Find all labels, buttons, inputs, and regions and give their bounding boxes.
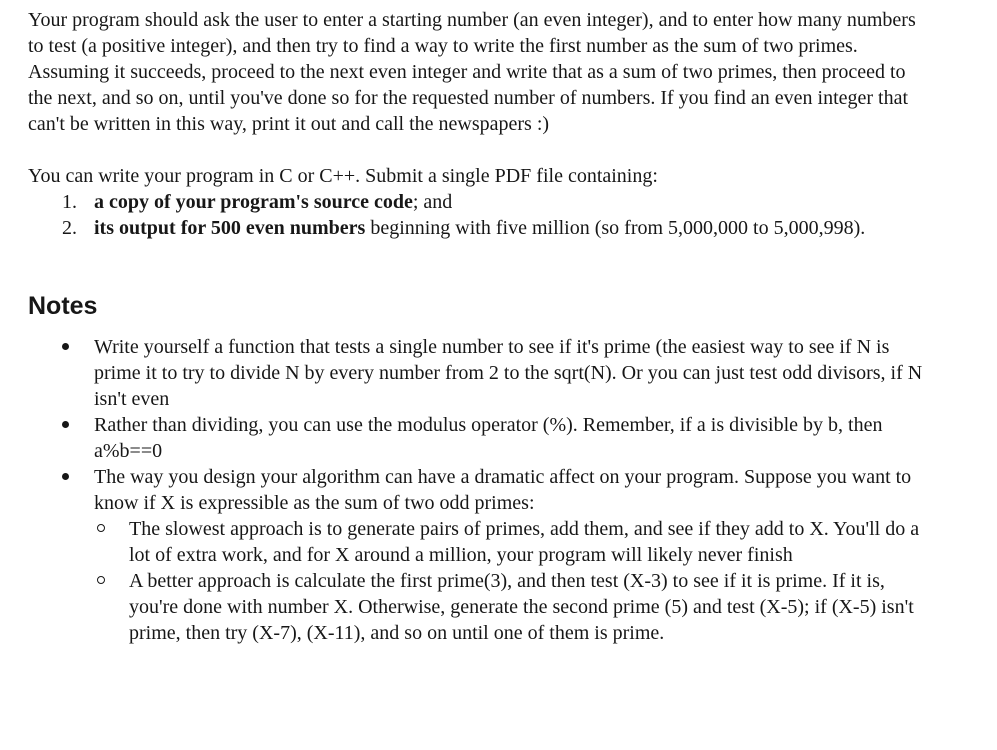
submission-item-1-text — [94, 189, 931, 215]
note-bullet-3 — [28, 464, 997, 516]
notes-heading: Notes — [28, 292, 98, 320]
submission-item-2-text — [94, 215, 931, 241]
note-bullet-1 — [28, 334, 997, 412]
submission-list — [28, 189, 997, 241]
sub-bullet-1 — [28, 516, 997, 568]
notes-list — [28, 334, 997, 516]
note-bullet-2-text: Rather than dividing, you can use the modulus operator (%). Remember, if a is divisible by b, then a%b==0 — [94, 414, 883, 462]
bullet-disc-icon — [62, 473, 69, 480]
ordered-list-number: 2. — [62, 217, 77, 239]
bullet-disc-icon — [62, 421, 69, 428]
intro-paragraph: Your program should ask the user to enter a starting number (an even integer), and to enter how many numbers to test (a positive integer), and then try to find a way to write the first number as the sum of two primes. Assuming it succeeds, proceed to the next even integer and write that as a sum of two primes, then proceed to the next, and so on, until you've done so for the requested number of numbers. If you find an even integer that can't be written in this way, print it out and call the newspapers :) — [28, 9, 916, 135]
submission-item-2-rest: beginning with five million (so from 5,000,000 to 5,000,998). — [365, 217, 866, 239]
submission-item-1-rest: ; and — [412, 191, 453, 213]
ordered-list-number: 1. — [62, 191, 77, 213]
bullet-circle-icon — [97, 576, 105, 584]
sub-bullet-1-text: The slowest approach is to generate pairs of primes, add them, and see if they add to X. You'll do a lot of extra work, and for X around a million, your program will likely never finish — [129, 518, 920, 566]
submission-lead: You can write your program in C or C++. Submit a single PDF file containing: — [28, 165, 658, 187]
submission-item-2-bold: its output for 500 even numbers — [94, 217, 366, 239]
sub-bullet-2 — [28, 568, 997, 646]
note-bullet-2 — [28, 412, 997, 464]
note-bullet-1-text: Write yourself a function that tests a single number to see if it's prime (the easiest way to see if N is prime it to try to divide N by every number from 2 to the sqrt(N). Or you can just test odd divisors, if N isn't even — [94, 336, 923, 410]
note-bullet-3-text: The way you design your algorithm can have a dramatic affect on your program. Suppose you want to know if X is expressible as the sum of two odd primes: — [94, 466, 912, 514]
submission-item-2 — [28, 215, 997, 241]
bullet-disc-icon — [62, 343, 69, 350]
bullet-circle-icon — [97, 524, 105, 532]
sub-bullet-2-text: A better approach is calculate the first prime(3), and then test (X-3) to see if it is prime. If it is, you're done with number X. Otherwise, generate the second prime (5) and test (X-5); if (X-5) isn't prime, then try (X-7), (X-11), and so on until one of them is prime. — [129, 570, 914, 644]
submission-item-1 — [28, 189, 997, 215]
submission-item-1-bold: a copy of your program's source code — [94, 191, 413, 213]
notes-sub-list — [28, 516, 997, 646]
